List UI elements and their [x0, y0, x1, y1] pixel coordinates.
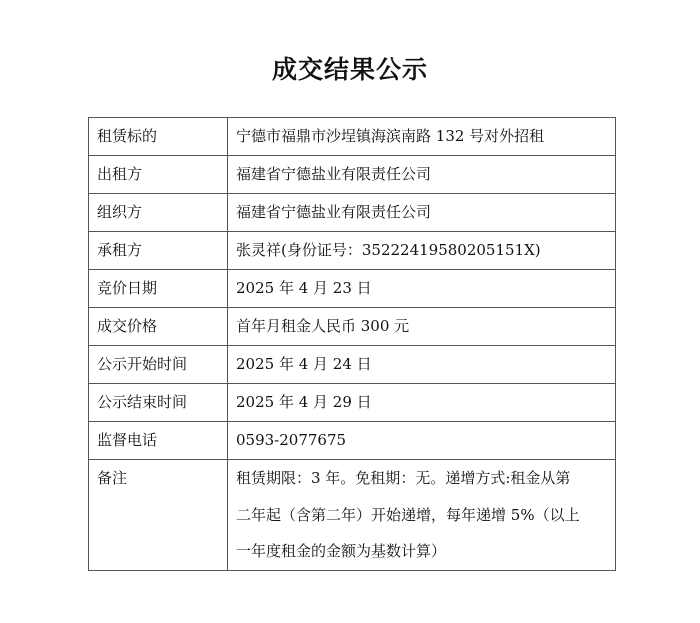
table-row-note [89, 460, 616, 571]
note-line: 二年起（含第二年）开始递增，每年递增 5%（以上 [236, 505, 580, 524]
row-value: 福建省宁德盐业有限责任公司 [228, 156, 616, 194]
note-value [228, 460, 616, 571]
row-value: 0593-2077675 [228, 422, 616, 460]
row-label: 公示开始时间 [89, 346, 228, 384]
row-label: 成交价格 [89, 308, 228, 346]
table-row-bid-date [89, 270, 616, 308]
row-value: 福建省宁德盐业有限责任公司 [228, 194, 616, 232]
row-label: 组织方 [89, 194, 228, 232]
page-title: 成交结果公示 [271, 55, 428, 84]
table-row-deal-price [89, 308, 616, 346]
table-row-publicity-start [89, 346, 616, 384]
row-label: 备注 [89, 460, 228, 571]
row-value: 2025 年 4 月 24 日 [228, 346, 616, 384]
result-table [88, 117, 616, 571]
row-value: 首年月租金人民币 300 元 [228, 308, 616, 346]
row-label: 竞价日期 [89, 270, 228, 308]
table-row-lease-object [89, 118, 616, 156]
row-value: 宁德市福鼎市沙埕镇海滨南路 132 号对外招租 [228, 118, 616, 156]
row-value: 张灵祥(身份证号：35222419580205151X) [228, 232, 616, 270]
note-line: 租赁期限：3 年。免租期：无。递增方式:租金从第 [236, 469, 571, 487]
row-label: 承租方 [89, 232, 228, 270]
row-label: 监督电话 [89, 422, 228, 460]
row-value: 2025 年 4 月 23 日 [228, 270, 616, 308]
table-row-publicity-end [89, 384, 616, 422]
table-row-lessor [89, 156, 616, 194]
table-row-lessee [89, 232, 616, 270]
row-label: 公示结束时间 [89, 384, 228, 422]
note-line: 一年度租金的金额为基数计算） [236, 542, 447, 560]
row-label: 租赁标的 [89, 118, 228, 156]
row-value: 2025 年 4 月 29 日 [228, 384, 616, 422]
table-row-organizer [89, 194, 616, 232]
table-row-hotline [89, 422, 616, 460]
row-label: 出租方 [89, 156, 228, 194]
